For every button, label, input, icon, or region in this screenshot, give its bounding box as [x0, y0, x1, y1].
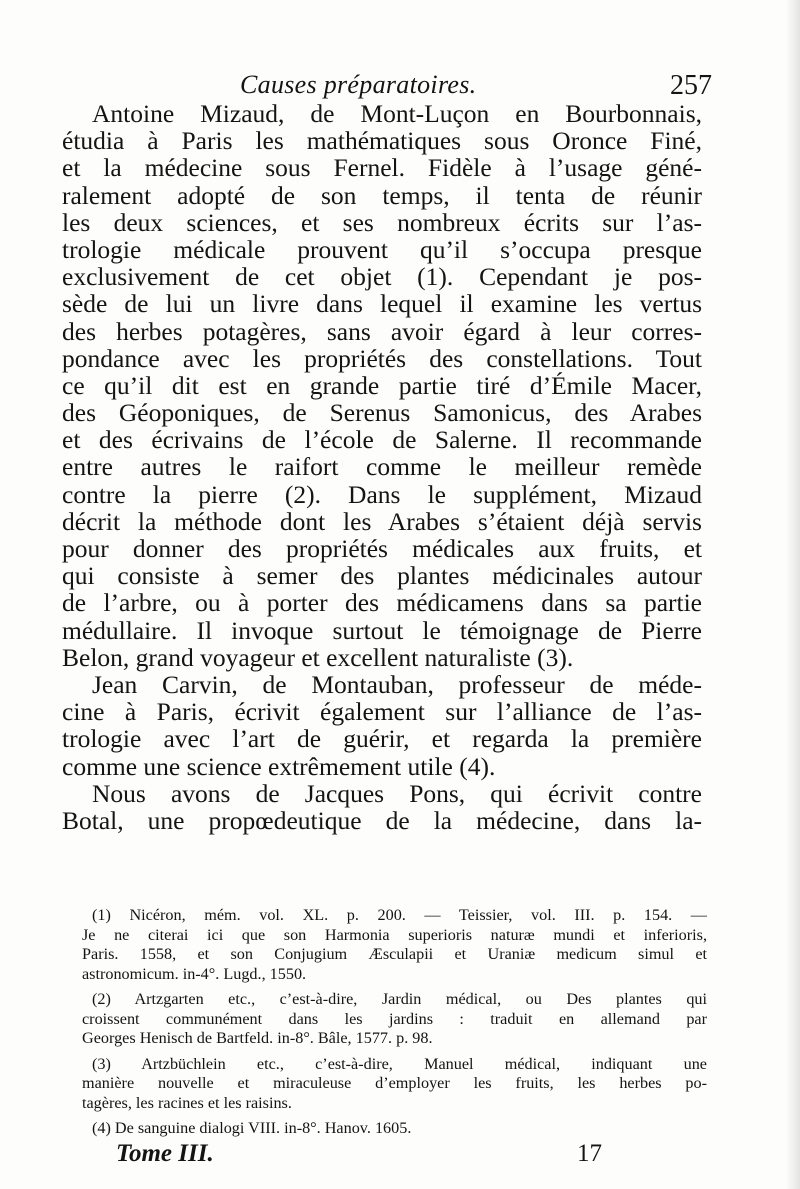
body-line: exclusivement de cet objet (1). Cependant je pos-	[62, 262, 702, 292]
footnote-line: Je ne citerai ici que son Harmonia superioris naturæ mundi et inferioris,	[82, 925, 707, 944]
body-line: des Géoponiques, de Serenus Samonicus, des Arabes	[62, 398, 702, 428]
body-line: décrit la méthode dont les Arabes s’étaient déjà servis	[62, 506, 702, 536]
footnote-line: (4) De sanguine dialogi VIII. in-8°. Hanov. 1605.	[92, 1119, 412, 1137]
body-line: les deux sciences, et ses nombreux écrits sur l’as-	[62, 207, 702, 237]
running-head: Causes préparatoires.	[240, 70, 477, 99]
body-line: ralement adopté de son temps, il tenta de réunir	[62, 180, 702, 210]
body-line: trologie médicale prouvent qu’il s’occupa presque	[62, 234, 702, 264]
body-line: des herbes potagères, sans avoir égard à leur corres-	[62, 316, 702, 346]
body-line: et des écrivains de l’école de Salerne. Il recommande	[62, 425, 702, 455]
body-line: et la médecine sous Fernel. Fidèle à l’usage géné-	[62, 153, 702, 183]
body-line: ce qu’il dit est en grande partie tiré d’Émile Macer,	[62, 370, 702, 400]
body-line: Antoine Mizaud, de Mont-Luçon en Bourbonnais,	[92, 99, 702, 128]
body-line: qui consiste à semer des plantes médicinales autour	[62, 561, 702, 591]
footnote-line: manière nouvelle et miraculeuse d’employer les fruits, les herbes po-	[82, 1074, 707, 1092]
body-line: pondance avec les propriétés des constellations. Tout	[62, 343, 702, 373]
body-line: sède de lui un livre dans lequel il examine les vertus	[62, 289, 702, 319]
signature-number: 17	[577, 1140, 602, 1167]
body-line: contre la pierre (2). Dans le supplément, Mizaud	[62, 479, 702, 509]
footnote-line: (3) Artzbüchlein etc., c’est-à-dire, Manuel médical, indiquant une	[92, 1054, 707, 1073]
body-line: comme une science extrêmement utile (4).	[62, 751, 496, 781]
page-edge-shadow	[786, 0, 800, 1189]
footnote-line: (2) Artzgarten etc., c’est-à-dire, Jardin médical, ou Des plantes qui	[92, 990, 707, 1008]
footnote-line: croissent communément dans les jardins : traduit en allemand par	[82, 1009, 707, 1028]
body-line: Jean Carvin, de Montauban, professeur de méde-	[92, 669, 702, 699]
body-line: Botal, une propœdeutique de la médecine, dans la-	[62, 805, 702, 835]
body-line: Belon, grand voyageur et excellent naturaliste (3).	[62, 642, 574, 672]
body-line: Nous avons de Jacques Pons, qui écrivit contre	[92, 778, 702, 808]
page-number: 257	[670, 70, 712, 101]
body-text	[62, 100, 702, 834]
footnote-line: (1) Nicéron, mém. vol. XL. p. 200. — Teissier, vol. III. p. 154. —	[92, 906, 707, 924]
footnote-line: astronomicum. in-4°. Lugd., 1550.	[82, 964, 307, 983]
body-line: trologie avec l’art de guérir, et regarda la première	[62, 724, 702, 754]
body-line: médullaire. Il invoque surtout le témoignage de Pierre	[62, 615, 702, 645]
footnotes	[82, 906, 707, 1139]
body-line: entre autres le raifort comme le meilleur remède	[62, 452, 702, 482]
footnote-line: tagères, les racines et les raisins.	[82, 1093, 292, 1112]
footnote-line: Paris. 1558, et son Conjugium Æsculapii et Uraniæ medicum simul et	[82, 945, 707, 963]
body-line: étudia à Paris les mathématiques sous Oronce Finé,	[62, 126, 702, 156]
body-line: cine à Paris, écrivit également sur l’alliance de l’as-	[62, 697, 702, 727]
signature-mark: Tome III.	[116, 1140, 214, 1167]
body-line: de l’arbre, ou à porter des médicamens dans sa partie	[62, 588, 702, 618]
body-line: pour donner des propriétés médicales aux fruits, et	[62, 534, 702, 563]
footnote-line: Georges Henisch de Bartfeld. in-8°. Bâle, 1577. p. 98.	[82, 1029, 433, 1047]
